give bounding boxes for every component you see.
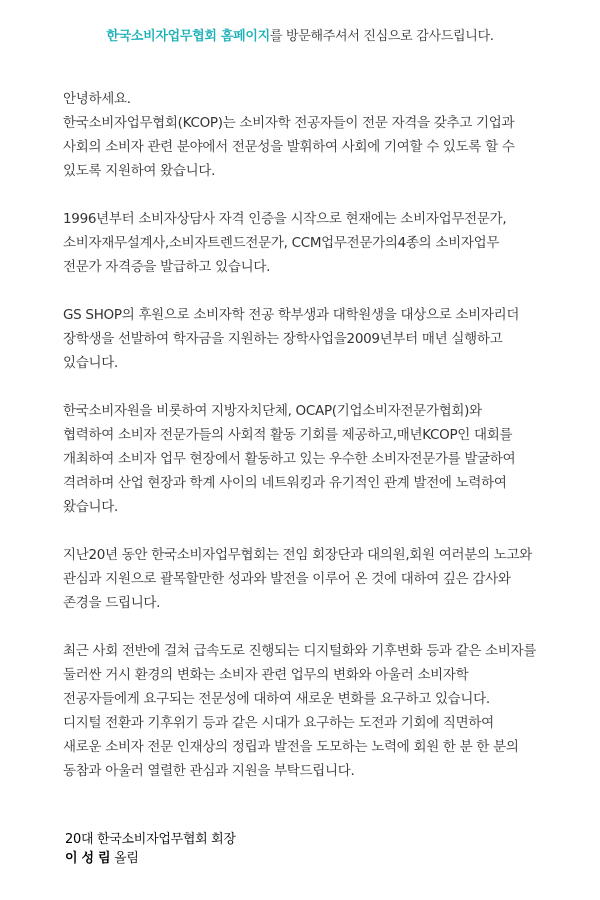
- paragraph-line: 동참과 아울러 열렬한 관심과 지원을 부탁드립니다.: [63, 763, 355, 779]
- signature-name: 이 성 림: [65, 851, 111, 866]
- paragraph-line: GS SHOP의 후원으로 소비자학 전공 학부생과 대학원생을 대상으로 소비자리더: [63, 307, 520, 323]
- paragraph-line: 지난20년 동안 한국소비자업무협회는 전임 회장단과 대의원,회원 여러분의 노고와: [63, 547, 532, 563]
- paragraph-line: 디지털 전환과 기후위기 등과 같은 시대가 요구하는 도전과 기회에 직면하여: [63, 715, 494, 731]
- paragraph-line: 협력하여 소비자 전문가들의 사회적 활동 기회를 제공하고,매년KCOP인 대회를: [63, 427, 513, 443]
- paragraph-line: 한국소비자업무협회(KCOP)는 소비자학 전공자들이 전문 자격을 갖추고 기업과: [63, 115, 515, 131]
- letter-paragraph: [63, 399, 593, 519]
- greeting-line: 안녕하세요.: [63, 91, 131, 107]
- greeting-paragraph: [63, 87, 593, 111]
- paragraph-line: 소비자재무설계사,소비자트렌드전문가, CCM업무전문가의4종의 소비자업무: [63, 235, 500, 251]
- paragraph-line: 존경을 드립니다.: [63, 595, 161, 611]
- welcome-message: 를 방문해주셔서 진심으로 감사드립니다.: [269, 29, 494, 44]
- letter-paragraph: [63, 111, 593, 183]
- paragraph-line: 최근 사회 전반에 걸쳐 급속도로 진행되는 디지털화와 기후변화 등과 같은 소비자를: [63, 643, 537, 659]
- paragraph-line: 장학생을 선발하여 학자금을 지원하는 장학사업을2009년부터 매년 실행하고: [63, 331, 503, 347]
- paragraph-line: 있도록 지원하여 왔습니다.: [63, 163, 216, 179]
- paragraph-line: 전공자들에게 요구되는 전문성에 대하여 새로운 변화를 요구하고 있습니다.: [63, 691, 490, 707]
- paragraph-line: 왔습니다.: [63, 499, 118, 515]
- paragraph-line: 한국소비자원을 비롯하여 지방자치단체, OCAP(기업소비자전문가협회)와: [63, 403, 482, 419]
- greeting-letter: [63, 87, 593, 807]
- letter-paragraph: [63, 207, 593, 279]
- paragraph-line: 있습니다.: [63, 355, 118, 371]
- paragraph-line: 1996년부터 소비자상담사 자격 인증을 시작으로 현재에는 소비자업무전문가,: [63, 211, 507, 227]
- letter-paragraph: [63, 303, 593, 375]
- welcome-header: [0, 25, 600, 44]
- paragraph-line: 관심과 지원으로 괄목할만한 성과와 발전을 이루어 온 것에 대하여 깊은 감사와: [63, 571, 511, 587]
- paragraph-line: 전문가 자격증을 발급하고 있습니다.: [63, 259, 271, 275]
- paragraph-line: 격려하며 산업 현장과 학계 사이의 네트워킹과 유기적인 관계 발전에 노력하여: [63, 475, 507, 491]
- letter-body: [63, 111, 593, 783]
- signature-closing: 올림: [114, 851, 139, 866]
- paragraph-line: 사회의 소비자 관련 분야에서 전문성을 발휘하여 사회에 기여할 수 있도록 할 수: [63, 139, 515, 155]
- letter-paragraph: [63, 543, 593, 615]
- paragraph-line: 새로운 소비자 전문 인재상의 정립과 발전을 도모하는 노력에 회원 한 분 한 분의: [63, 739, 519, 755]
- paragraph-line: 개최하여 소비자 업무 현장에서 활동하고 있는 우수한 소비자전문가를 발굴하여: [63, 451, 516, 467]
- signature-block: [65, 830, 236, 868]
- signature-title: 20대 한국소비자업무협회 회장: [65, 832, 236, 847]
- paragraph-line: 둘러싼 거시 환경의 변화는 소비자 관련 업무의 변화와 아울러 소비자학: [63, 667, 469, 683]
- org-homepage-name: 한국소비자업무협회 홈페이지: [106, 29, 270, 44]
- signature-name-line: [65, 849, 236, 868]
- letter-paragraph: [63, 639, 593, 783]
